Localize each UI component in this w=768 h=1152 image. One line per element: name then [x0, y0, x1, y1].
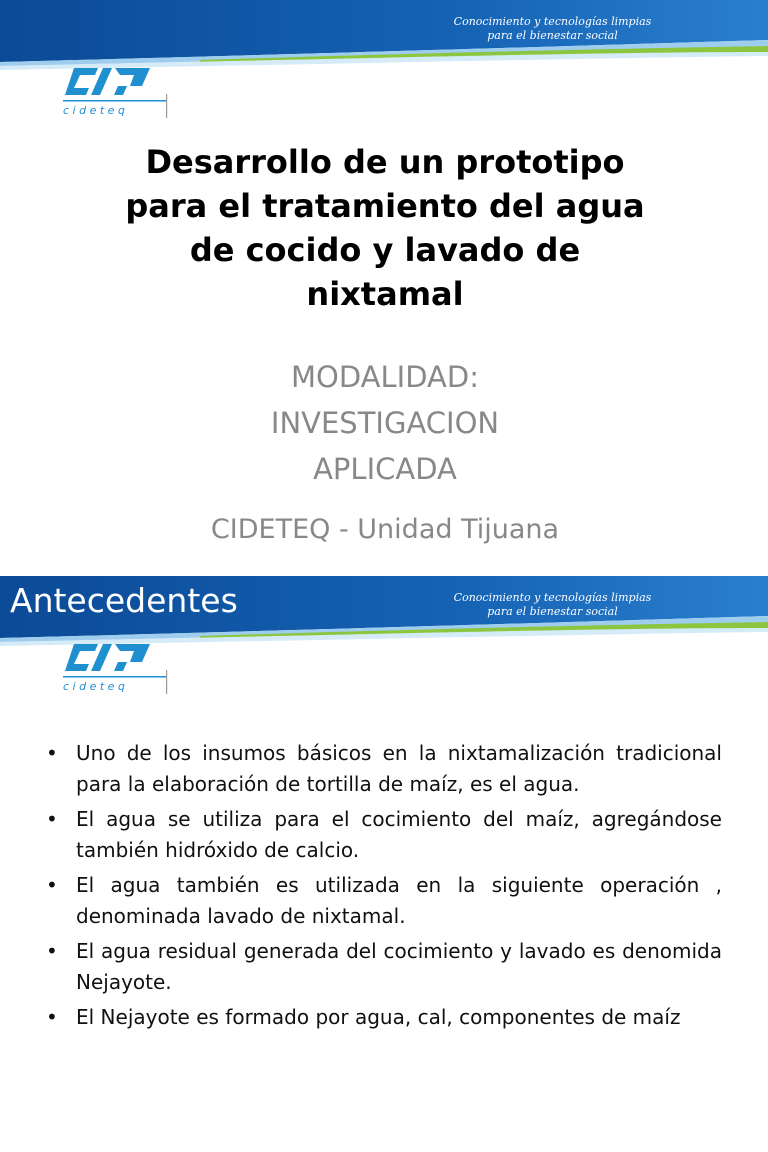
- tagline-line-1: Conocimiento y tecnologías limpias: [453, 15, 652, 28]
- bullet-icon: •: [46, 807, 58, 831]
- subtitle-line-2: INVESTIGACION: [270, 406, 500, 440]
- slide-title: Antecedentes: [10, 581, 238, 620]
- tagline-line-2: para el bienestar social: [487, 605, 618, 618]
- institution-unit: CIDETEQ - Unidad Tijuana: [210, 514, 560, 545]
- bullet-text: El agua se utiliza para el cocimiento del maíz, agregándose también hidróxido de calcio.: [76, 807, 722, 862]
- cideteq-logo: [60, 640, 170, 696]
- tagline: [440, 591, 665, 619]
- bullet-text: El agua residual generada del cocimiento y lavado es denomida Nejayote.: [76, 939, 722, 994]
- bullet-icon: •: [46, 1005, 58, 1029]
- bullet-text: El agua también es utilizada en la siguiente operación , denominada lavado de nixtamal.: [76, 873, 722, 928]
- bullet-icon: •: [46, 939, 58, 963]
- subtitle-line-1: MODALIDAD:: [291, 360, 479, 394]
- bullet-item: [46, 804, 722, 866]
- subtitle-line-3: APLICADA: [313, 452, 457, 486]
- tagline: [440, 15, 665, 43]
- bullet-icon: •: [46, 741, 58, 765]
- svg-text:c i d e t e q: c i d e t e q: [63, 680, 125, 693]
- svg-text:c i d e t e q: c i d e t e q: [63, 104, 125, 117]
- slide-subtitle: [150, 354, 620, 492]
- tagline-line-2: para el bienestar social: [487, 29, 618, 42]
- bullet-list: [46, 738, 722, 1037]
- slide-title: Desarrollo de un prototipo para el tratamiento del agua de cocido y lavado de nixtamal: [125, 143, 645, 313]
- bullet-text: El Nejayote es formado por agua, cal, componentes de maíz: [76, 1005, 681, 1029]
- cideteq-logo: [60, 64, 170, 120]
- tagline-line-1: Conocimiento y tecnologías limpias: [453, 591, 652, 604]
- bullet-item: [46, 1002, 722, 1033]
- bullet-item: [46, 870, 722, 932]
- bullet-icon: •: [46, 873, 58, 897]
- bullet-text: Uno de los insumos básicos en la nixtamalización tradicional para la elaboración de tortilla de maíz, es el agua.: [76, 741, 722, 796]
- bullet-item: [46, 936, 722, 998]
- bullet-item: [46, 738, 722, 800]
- content-slide: [0, 576, 768, 1152]
